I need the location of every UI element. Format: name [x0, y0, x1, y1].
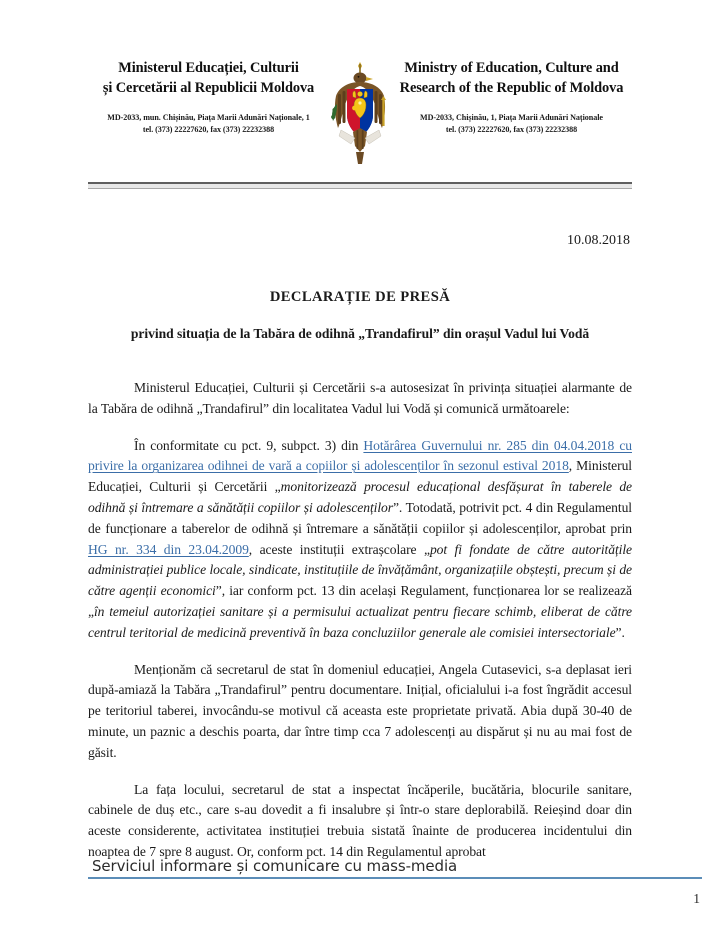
page-number: 1 [693, 891, 700, 906]
p2-quote-2: pot fi fondate de către autoritățile administrației publice locale, sindicate, instituțiile de învățământ, organizațiile obștești, precum și de către agenții economici [88, 541, 632, 599]
p2-text-e: ”, iar conform pct. 13 din același Regulament, funcționarea lor se realizează „ [88, 583, 632, 619]
paragraph-4: La fața locului, secretarul de stat a inspectat încăperile, bucătăria, blocurile sanitare, cabinele de duș etc., care s-au dovedit a fi insalubre și într-o stare deplorabilă. Reieșind doar din aceste considerente, activitatea instituției trebuia sistată înainte de producerea incidentului din noaptea de 7 spre 8 august. Or, conform pct. 14 din Regulamentul aprobat [88, 781, 632, 859]
p2-text-d: , aceste instituții extrașcolare „ [248, 541, 430, 557]
document-footer [88, 857, 702, 879]
footer-department-label: Serviciul informare și comunicare cu mass-media [92, 857, 458, 875]
p2-text-b: , Ministerul Educației, Culturii și Cercetării „ [88, 458, 632, 495]
document-date: 10.08.2018 [567, 233, 630, 248]
letterhead-divider [88, 182, 632, 189]
ministry-address-en: MD-2033, Chișinău, 1, Piața Marii Adunări Naționale tel. (373) 22227620, fax (373) 22232388 [420, 112, 603, 135]
p2-quote-1: monitorizează procesul educațional desfășurat în taberele de odihnă și întremare a sănătății copiilor și adolescenților [88, 479, 632, 515]
link-hotararea-guvernului-285[interactable]: Hotărârea Guvernului nr. 285 din 04.04.2018 cu privire la organizarea odihnei de vară a copiilor și adolescenților în sezonul estival 2018 [88, 437, 632, 474]
ministry-name-en: Ministry of Education, Culture and Research of the Republic of Moldova [399, 60, 624, 97]
letterhead-right-block [391, 58, 632, 137]
p2-text-a: În conformitate cu pct. 9, subpct. 3) din [134, 437, 364, 453]
footer-divider [88, 877, 702, 879]
moldova-coat-of-arms-icon [329, 60, 391, 168]
page-title: DECLARAȚIE DE PRESĂ [269, 289, 451, 305]
paragraph-3: Menționăm că secretarul de stat în domeniul educației, Angela Cutasevici, s-a deplasat ieri după-amiază la Tabăra „Trandafirul” pentru documentare. Inițial, oficialului i-a fost îngrădit accesul pe teritoriul taberei, invocându-se motivul că aceasta este proprietate privată. Abia după 30-40 de minute, un paznic a deschis poarta, dar între timp cca 7 adolescenți au dispărut și nu au mai fost de găsit. [88, 661, 632, 760]
letterhead-left-block [88, 58, 329, 137]
ministry-name-ro: Ministerul Educației, Culturii și Cercetării al Republicii Moldova [102, 60, 315, 97]
link-hg-334[interactable]: HG nr. 334 din 23.04.2009 [88, 541, 249, 557]
p2-quote-3: în temeiul autorizației sanitare și a permisului actualizat pentru fiecare schimb, eliberat de către centrul teritorial de medicină preventivă în baza concluziilor generale ale comisiei intersectoriale [88, 603, 632, 640]
document-body [88, 378, 632, 863]
page-subtitle: privind situația de la Tabăra de odihnă „Trandafirul” din orașul Vadul lui Vodă [130, 326, 590, 341]
ministry-address-ro: MD-2033, mun. Chișinău, Piața Marii Adunări Naționale, 1 tel. (373) 22227620, fax (373) 22232388 [107, 112, 310, 135]
paragraph-1: Ministerul Educației, Culturii și Cercetării s-a autosesizat în privința situației alarmante de la Tabăra de odihnă „Trandafirul” din localitatea Vadul lui Vodă și comunică următoarele: [88, 380, 632, 416]
p2-text-c: ”. Totodată, potrivit pct. 4 din Regulamentul de funcționare a taberelor de odihnă și întremare a sănătății copiilor și adolescenților, aprobat prin [88, 499, 632, 536]
p2-text-f: ”. [615, 624, 625, 640]
paragraph-2 [88, 436, 632, 644]
letterhead [88, 0, 632, 168]
